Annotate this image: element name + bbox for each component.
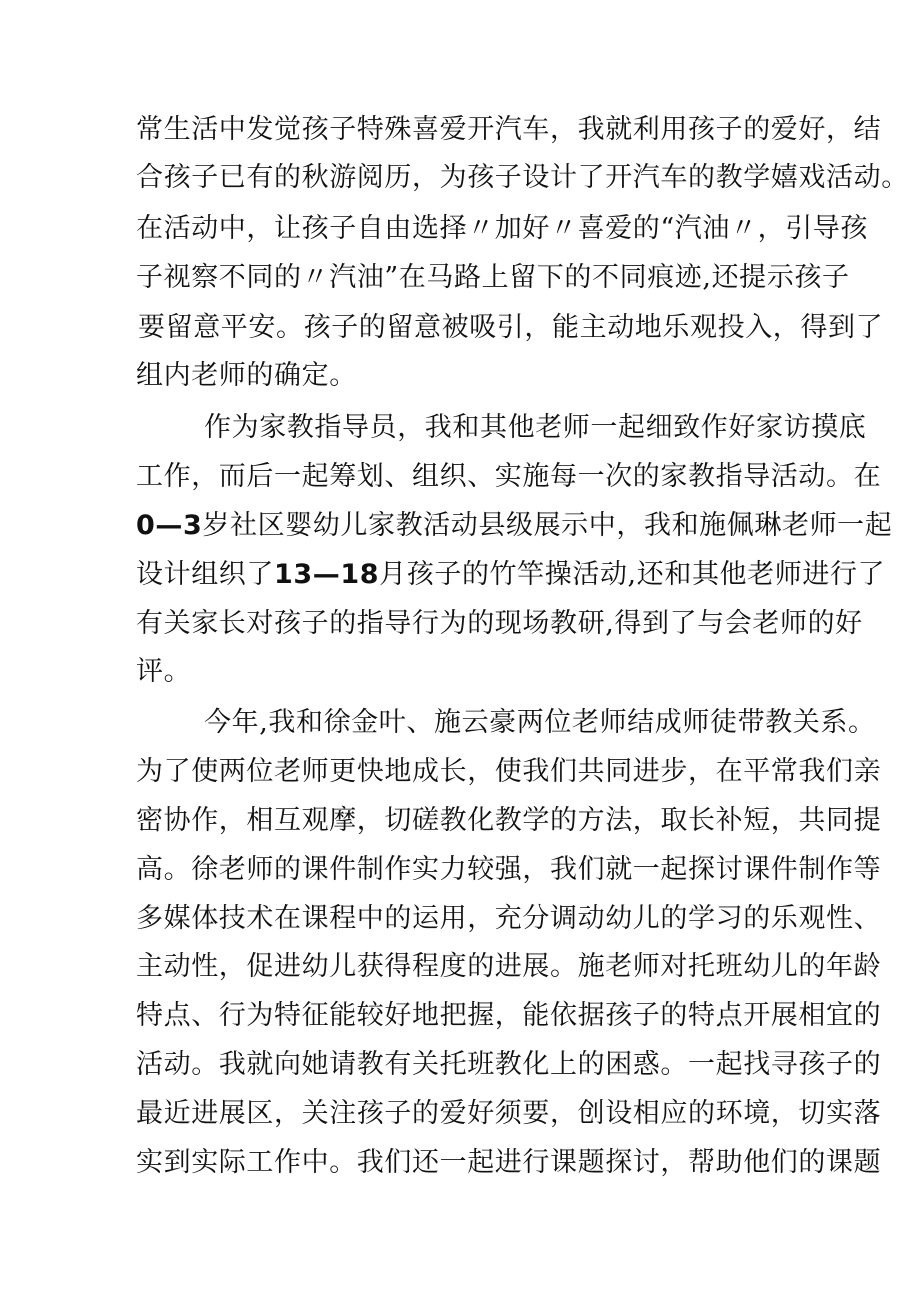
age-range-number: 0—3 bbox=[136, 510, 203, 541]
text-line: 评。 bbox=[136, 656, 192, 687]
text-line: 活动。我就向她请教有关托班教化上的困惑。一起找寻孩子的 bbox=[136, 1049, 882, 1080]
text-line: 合孩子已有的秋游阅历，为孩子设计了开汽车的教学嬉戏活动。 bbox=[136, 162, 909, 193]
text-segment: 岁社区婴幼儿家教活动县级展示中，我和施佩琳老师一起 bbox=[202, 510, 893, 541]
text-line: 为了使两位老师更快地成长，使我们共同进步，在平常我们亲 bbox=[136, 756, 882, 787]
text-line: 组内老师的确定。 bbox=[136, 360, 357, 391]
text-line: 常生活中发觉孩子特殊喜爱开汽车，我就利用孩子的爱好，结 bbox=[136, 114, 882, 145]
paragraph-start-line: 作为家教指导员，我和其他老师一起细致作好家访摸底 bbox=[204, 412, 867, 443]
text-line-with-number bbox=[136, 558, 885, 592]
text-line: 密协作，相互观摩，切磋教化教学的方法，取长补短，共同提 bbox=[136, 805, 882, 836]
text-line: 多媒体技术在课程中的运用，充分调动幼儿的学习的乐观性、 bbox=[136, 903, 882, 934]
text-line: 主动性，促进幼儿获得程度的进展。施老师对托班幼儿的年龄 bbox=[136, 951, 882, 982]
text-line: 高。徐老师的课件制作实力较强，我们就一起探讨课件制作等 bbox=[136, 854, 882, 885]
paragraph-start-line: 今年,我和徐金叶、施云豪两位老师结成师徒带教关系。 bbox=[204, 707, 876, 738]
text-line: 工作，而后一起筹划、组织、实施每一次的家教指导活动。在 bbox=[136, 461, 882, 492]
text-line-with-number bbox=[136, 509, 892, 543]
month-range-number: 13—18 bbox=[274, 559, 380, 590]
text-segment: 设计组织了 bbox=[136, 559, 274, 590]
text-line: 子视察不同的〃汽油”在马路上留下的不同痕迹,还提示孩子 bbox=[136, 262, 850, 293]
text-line: 有关家长对孩子的指导行为的现场教研,得到了与会老师的好 bbox=[136, 608, 863, 639]
text-line: 在活动中，让孩子自由选择〃加好〃喜爱的“汽油〃，引导孩 bbox=[136, 213, 869, 244]
text-segment: 月孩子的竹竿操活动,还和其他老师进行了 bbox=[379, 559, 886, 590]
text-line: 特点、行为特征能较好地把握，能依据孩子的特点开展相宜的 bbox=[136, 1000, 882, 1031]
text-line: 要留意平安。孩子的留意被吸引，能主动地乐观投入，得到了 bbox=[138, 312, 884, 343]
text-line: 实到实际工作中。我们还一起进行课题探讨，帮助他们的课题 bbox=[136, 1147, 882, 1178]
text-line: 最近进展区，关注孩子的爱好须要，创设相应的环境，切实落 bbox=[136, 1098, 882, 1129]
